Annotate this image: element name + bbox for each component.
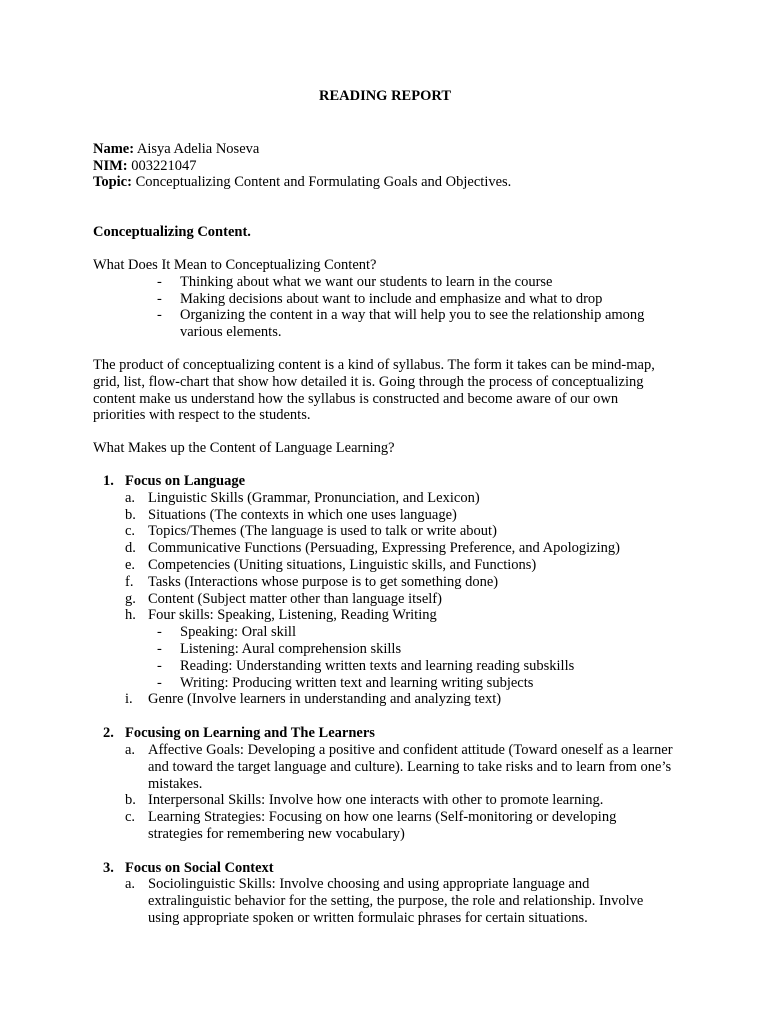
nim-label: NIM: (93, 157, 128, 174)
item-letter: d. (125, 540, 136, 557)
item-letter: h. (125, 607, 136, 624)
focus-item-language (93, 473, 673, 708)
list-item: - Reading: Understanding written texts and learning reading subskills (157, 658, 673, 675)
list-item (125, 876, 673, 926)
focus-heading (93, 860, 673, 877)
item-text: Competencies (Uniting situations, Linguistic skills, and Functions) (148, 556, 537, 573)
learners-items (93, 742, 673, 843)
list-item: - Speaking: Oral skill (157, 624, 673, 641)
focus-item-learners (93, 725, 673, 843)
item-letter: c. (125, 809, 136, 826)
question-meaning: What Does It Mean to Conceptualizing Content? (93, 256, 377, 273)
nim-line (93, 158, 673, 175)
list-item (125, 523, 673, 540)
list-item: - Writing: Producing written text and learning writing subjects (157, 675, 673, 692)
list-item (125, 557, 673, 574)
item-text: Topics/Themes (The language is used to talk or write about) (148, 523, 497, 540)
document-page (93, 88, 673, 944)
section-heading: Conceptualizing Content. (93, 224, 251, 241)
list-item (125, 792, 673, 809)
list-item (125, 574, 673, 591)
list-item: - Organizing the content in a way that will help you to see the relationship among various elements. (157, 307, 673, 341)
item-letter: b. (125, 506, 136, 523)
topic-line (93, 174, 673, 191)
item-text: Affective Goals: Developing a positive and confident attitude (Toward oneself as a learner and toward the target language and culture). Learning to take risks and to learn from one’s mistakes. (148, 741, 673, 792)
item-text: Situations (The contexts in which one uses language) (148, 506, 457, 523)
item-text: Tasks (Interactions whose purpose is to get something done) (148, 573, 499, 590)
focus-number: 3. (103, 859, 114, 876)
name-label: Name: (93, 140, 135, 157)
list-item (125, 809, 673, 843)
focus-heading-text: Focus on Social Context (125, 859, 274, 876)
item-letter: c. (125, 523, 136, 540)
item-letter: a. (125, 489, 136, 506)
list-item: - Listening: Aural comprehension skills (157, 641, 673, 658)
list-item: - Thinking about what we want our students to learn in the course (157, 274, 673, 291)
list-item: - Making decisions about want to include and emphasize and what to drop (157, 291, 673, 308)
focus-number: 1. (103, 472, 114, 489)
item-text: Learning Strategies: Focusing on how one learns (Self-monitoring or developing strategies for remembering new vocabulary) (148, 809, 617, 842)
list-item (125, 691, 673, 708)
focus-heading-text: Focusing on Learning and The Learners (125, 725, 375, 742)
item-text: Sociolinguistic Skills: Involve choosing and using appropriate language and extralinguistic behavior for the setting, the purpose, the role and relationship. Involve using appropriate spoken or written formulaic phrases for certain situations. (148, 876, 644, 927)
skills-list (148, 624, 673, 691)
list-item (125, 490, 673, 507)
nim-value: 003221047 (131, 157, 197, 174)
body-paragraph: The product of conceptualizing content is a kind of syllabus. The form it takes can be mind-map, grid, list, flow-chart that show how detailed it is. Going through the process of conceptualizing content make us understand how the syllabus is constructed and become aware of our own priorities with respect to the students. (93, 356, 655, 424)
topic-value: Conceptualizing Content and Formulating Goals and Objectives. (135, 174, 512, 191)
list-item (125, 591, 673, 608)
focus-number: 2. (103, 725, 114, 742)
item-text: Genre (Involve learners in understanding and analyzing text) (148, 691, 502, 708)
focus-heading-text: Focus on Language (125, 472, 246, 489)
list-item (125, 540, 673, 557)
item-letter: f. (125, 573, 134, 590)
document-title: READING REPORT (318, 88, 451, 104)
focus-item-social (93, 860, 673, 927)
item-letter: g. (125, 590, 136, 607)
focus-heading (93, 725, 673, 742)
meaning-list (93, 274, 673, 341)
social-items (93, 876, 673, 926)
list-item (125, 607, 673, 691)
item-letter: b. (125, 792, 136, 809)
language-items (93, 490, 673, 708)
topic-label: Topic: (93, 174, 132, 191)
item-text: Interpersonal Skills: Involve how one interacts with other to promote learning. (148, 792, 604, 809)
meta-block (93, 141, 673, 191)
item-letter: e. (125, 556, 136, 573)
name-value: Aisya Adelia Noseva (136, 140, 260, 157)
item-letter: a. (125, 876, 136, 893)
item-letter: i. (125, 691, 133, 708)
list-item (125, 507, 673, 524)
item-text: Four skills: Speaking, Listening, Reading Writing (148, 607, 437, 624)
item-text: Communicative Functions (Persuading, Expressing Preference, and Apologizing) (148, 540, 620, 557)
focus-heading (93, 473, 673, 490)
focus-list (93, 473, 673, 927)
question-content: What Makes up the Content of Language Learning? (93, 440, 395, 457)
list-item (125, 742, 673, 792)
item-letter: a. (125, 741, 136, 758)
item-text: Content (Subject matter other than language itself) (148, 590, 442, 607)
item-text: Linguistic Skills (Grammar, Pronunciation, and Lexicon) (148, 489, 480, 506)
name-line (93, 141, 673, 158)
